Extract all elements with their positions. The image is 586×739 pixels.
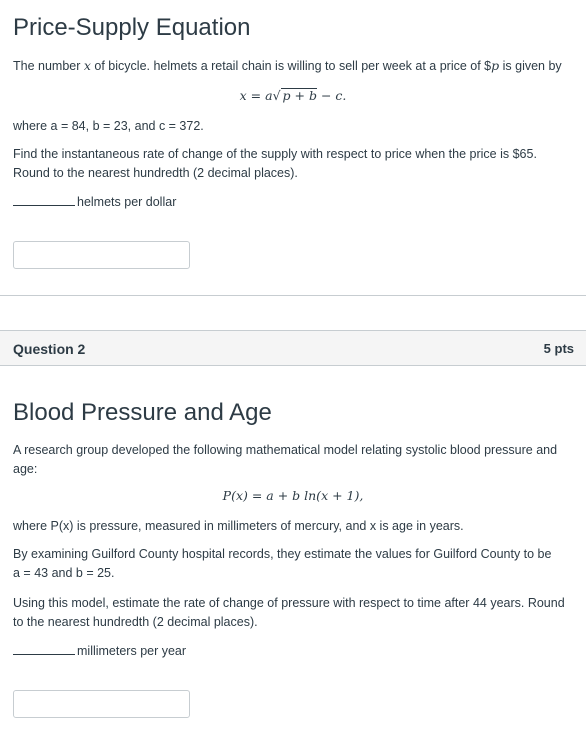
question2-unit: millimeters per year — [77, 644, 187, 658]
question2-answer-line — [13, 642, 186, 658]
question2-task: Using this model, estimate the rate of change of pressure with respect to time after 44 years. Round to the nearest hundredth (2 decimal places). — [13, 596, 565, 629]
question2-points: 5 pts — [543, 341, 574, 356]
question2-title: Blood Pressure and Age — [13, 399, 272, 426]
answer-blank — [13, 193, 75, 206]
question1-title: Price-Supply Equation — [13, 14, 251, 41]
question2-variables: where P(x) is pressure, measured in millimeters of mercury, and x is age in years. — [13, 519, 464, 533]
question2-header — [0, 330, 586, 366]
question2-intro: A research group developed the following mathematical model relating systolic blood pressure and age: — [13, 443, 558, 476]
question2-records: By examining Guilford County hospital records, they estimate the values for Guilford County to be a = 43 and b = 25. — [13, 547, 552, 580]
question1-answer-input[interactable] — [13, 241, 190, 269]
question-divider — [0, 295, 586, 296]
question2-label: Question 2 — [13, 341, 86, 357]
question1-intro: The number x of bicycle. helmets a retail chain is willing to sell per week at a price of $p is given by — [13, 58, 562, 73]
question1-unit: helmets per dollar — [77, 195, 177, 209]
question1-task: Find the instantaneous rate of change of the supply with respect to price when the price is $65. Round to the nearest hundredth (2 decimal places). — [13, 147, 537, 180]
supply-formula: x = a√ p + b − c. — [239, 88, 347, 103]
answer-blank — [13, 642, 75, 655]
pressure-formula: P(x) = a + b ln(x + 1), — [222, 488, 364, 503]
question2-answer-input[interactable] — [13, 690, 190, 718]
question1-answer-line — [13, 193, 176, 209]
question1-constants: where a = 84, b = 23, and c = 372. — [13, 119, 204, 133]
